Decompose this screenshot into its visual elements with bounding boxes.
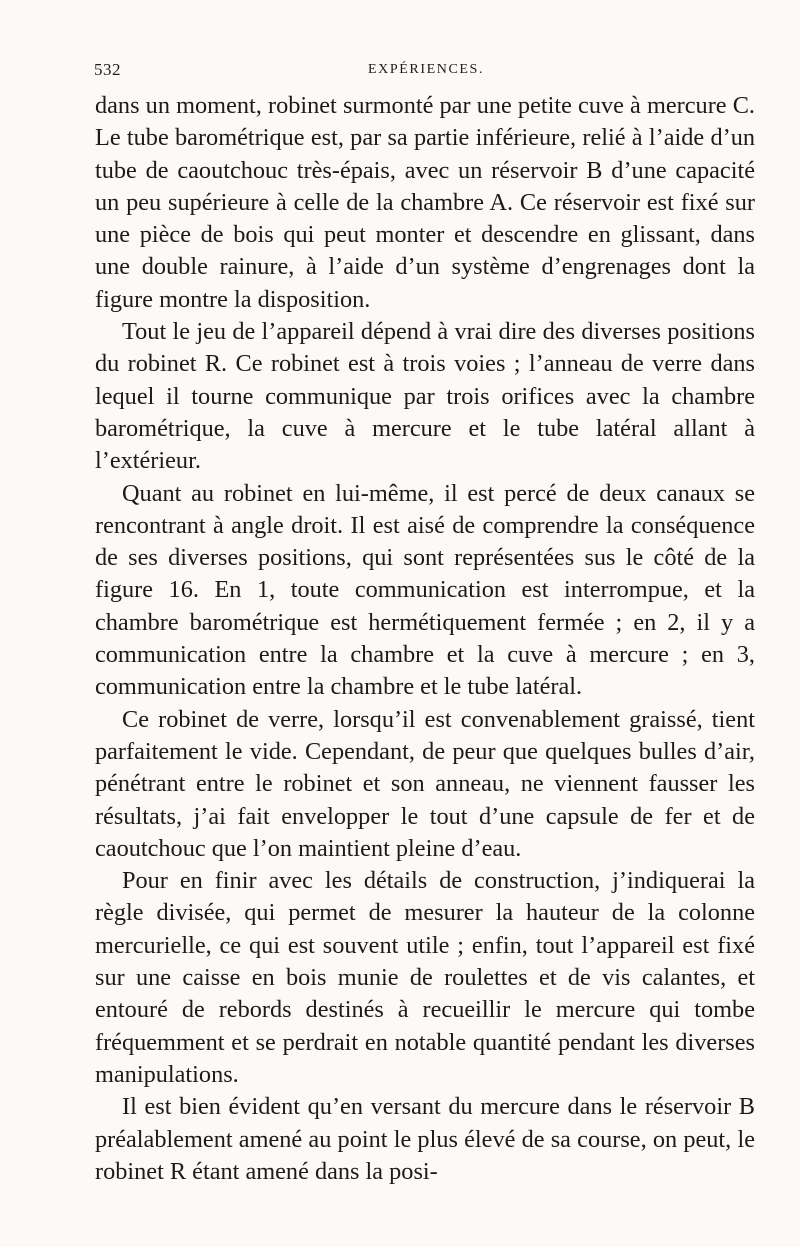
- paragraph-robinet-positions: Tout le jeu de l’appareil dépend à vrai dire des diverses positions du robinet R. Ce robinet est à trois voies ; l’anneau de verre dans lequel il tourne communique par trois orifices avec la chambre barométrique, la cuve à mercure et le tube latéral allant à l’extérieur.: [95, 318, 755, 475]
- paragraph-robinet-verre: Ce robinet de verre, lorsqu’il est convenablement graissé, tient parfaitement le vide. Cependant, de peur que quelques bulles d’air, pénétrant entre le robinet et son anneau, ne viennent fausser les résultats, j’ai fait envelopper le tout d’une capsule de fer et de caoutchouc que l’on maintient pleine d’eau.: [95, 705, 755, 862]
- paragraph-construction: Pour en finir avec les détails de construction, j’indiquerai la règle divisée, qui permet de mesurer la hauteur de la colonne mercurielle, ce qui est souvent utile ; enfin, tout l’appareil est fixé sur une caisse en bois munie de roulettes et de vis calantes, et entouré de rebords destinés à recueillir le mercure qui tombe fréquemment et se perdrait en notable quantité pendant les diverses manipulations.: [95, 867, 755, 1088]
- paragraph-continuation: dans un moment, robinet surmonté par une petite cuve à mercure C. Le tube barométrique est, par sa partie inférieure, relié à l’aide d’un tube de caoutchouc très-épais, avec un réservoir B d’une capacité un peu supérieure à celle de la chambre A. Ce réservoir est fixé sur une pièce de bois qui peut monter et descendre en glissant, dans une double rainure, à l’aide d’un système d’engrenages dont la figure montre la disposition.: [95, 92, 755, 313]
- page-header: [94, 60, 760, 84]
- paragraph-robinet-canaux: Quant au robinet en lui-même, il est percé de deux canaux se rencontrant à angle droit. Il est aisé de comprendre la conséquence de ses diverses positions, qui sont représentées sus le côté de la figure 16. En 1, toute communication est interrompue, et la chambre barométrique est hermétiquement fermée ; en 2, il y a communication entre la chambre et la cuve à mercure ; en 3, communication entre la chambre et le tube latéral.: [95, 479, 755, 701]
- page-number: 532: [94, 60, 121, 79]
- body-text: [95, 90, 755, 1188]
- paragraph-reservoir: Il est bien évident qu’en versant du mercure dans le réservoir B préalablement amené au point le plus élevé de sa course, on peut, le robinet R étant amené dans la posi-: [95, 1093, 755, 1185]
- running-title: EXPÉRIENCES.: [368, 62, 485, 77]
